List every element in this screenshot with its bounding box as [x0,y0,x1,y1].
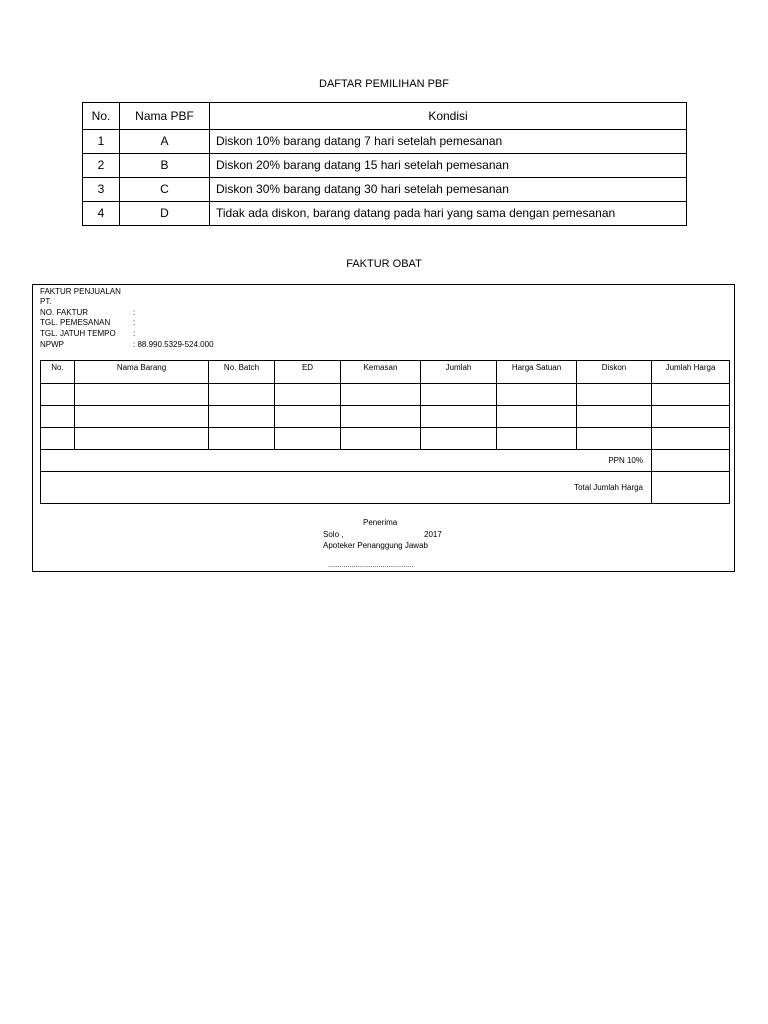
col-jumlah-harga-header: Jumlah Harga [652,361,730,384]
year: 2017 [424,530,442,539]
empty-cell [341,428,421,450]
col-kondisi-header: Kondisi [210,103,687,130]
total-value-cell [652,472,730,504]
items-table [40,360,730,504]
empty-cell [275,384,341,406]
empty-cell [275,428,341,450]
pbf-title: DAFTAR PEMILIHAN PBF [319,78,449,90]
signature-line: ............................................ [328,562,414,569]
empty-cell [41,406,75,428]
row-nama-pbf: B [120,154,210,178]
apoteker-label: Apoteker Penanggung Jawab [323,541,428,550]
table-row [41,406,730,428]
row-kondisi: Diskon 20% barang datang 15 hari setelah pemesanan [210,154,687,178]
col-no-header: No. [41,361,75,384]
field-label: TGL. JATUH TEMPO [40,329,116,338]
empty-cell [421,428,497,450]
penerima-label: Penerima [363,518,398,527]
faktur-title: FAKTUR OBAT [346,258,422,270]
empty-cell [341,384,421,406]
empty-cell [652,384,730,406]
empty-cell [75,428,209,450]
row-nama-pbf: A [120,130,210,154]
table-row [83,202,687,226]
empty-cell [41,428,75,450]
col-no-batch-header: No. Batch [209,361,275,384]
row-kondisi: Tidak ada diskon, barang datang pada hari yang sama dengan pemesanan [210,202,687,226]
field-tgl-pemesanan [40,318,135,328]
field-label: TGL. PEMESANAN [40,318,111,327]
row-kondisi: Diskon 30% barang datang 30 hari setelah pemesanan [210,178,687,202]
table-row [83,154,687,178]
col-harga-satuan-header: Harga Satuan [497,361,577,384]
place-date: Solo , [323,530,344,539]
col-nama-barang-header: Nama Barang [75,361,209,384]
row-no: 3 [83,178,120,202]
field-label: NO. FAKTUR [40,308,89,317]
empty-cell [209,428,275,450]
empty-cell [577,384,652,406]
row-nama-pbf: D [120,202,210,226]
col-nama-pbf-header: Nama PBF [120,103,210,130]
row-no: 1 [83,130,120,154]
pt-label: PT. [40,297,52,306]
empty-cell [341,406,421,428]
col-ed-header: ED [275,361,341,384]
empty-cell [75,384,209,406]
row-kondisi: Diskon 10% barang datang 7 hari setelah pemesanan [210,130,687,154]
ppn-row [41,450,730,472]
ppn-value-cell [652,450,730,472]
empty-cell [497,406,577,428]
table-row [41,384,730,406]
empty-cell [275,406,341,428]
field-value: : [133,329,136,338]
empty-cell [497,384,577,406]
ppn-label: PPN 10% [41,450,652,472]
pbf-header-row [83,103,687,130]
col-kemasan-header: Kemasan [341,361,421,384]
field-value: : 88.990.5329-524.000 [133,340,214,349]
row-no: 4 [83,202,120,226]
row-nama-pbf: C [120,178,210,202]
empty-cell [209,406,275,428]
row-no: 2 [83,154,120,178]
empty-cell [41,384,75,406]
empty-cell [652,428,730,450]
field-value: : [133,318,136,327]
field-value: : [133,308,136,317]
table-row [41,428,730,450]
field-no-faktur [40,308,135,318]
col-diskon-header: Diskon [577,361,652,384]
empty-cell [209,384,275,406]
empty-cell [421,384,497,406]
field-npwp [40,340,214,350]
col-no-header: No. [83,103,120,130]
total-label: Total Jumlah Harga [41,472,652,504]
empty-cell [497,428,577,450]
pbf-table [82,102,687,226]
invoice-box [32,284,735,572]
field-label: NPWP [40,340,64,349]
col-jumlah-header: Jumlah [421,361,497,384]
invoice-heading: FAKTUR PENJUALAN [40,287,121,296]
table-row [83,130,687,154]
field-tgl-jatuh-tempo [40,329,135,339]
empty-cell [75,406,209,428]
table-row [83,178,687,202]
total-row [41,472,730,504]
empty-cell [577,406,652,428]
empty-cell [652,406,730,428]
items-header-row [41,361,730,384]
empty-cell [577,428,652,450]
empty-cell [421,406,497,428]
